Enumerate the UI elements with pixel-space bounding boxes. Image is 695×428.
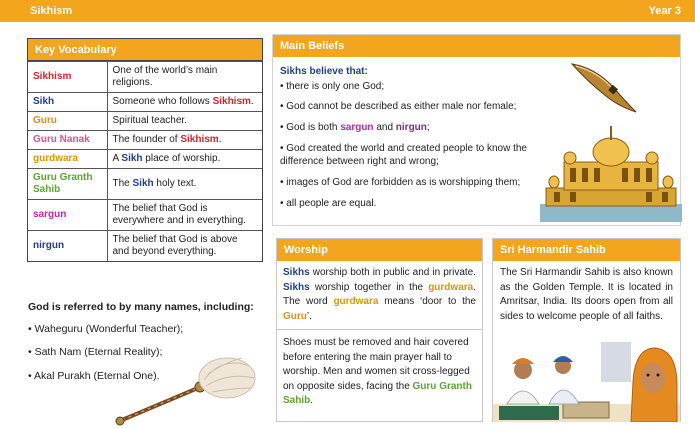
chauri-whisk-illustration [102,352,258,426]
belief-item: • there is only one God; [280,81,385,92]
vocabulary-term: Sikh [28,93,107,112]
worshippers-illustration [493,342,680,422]
vocabulary-row [28,231,262,262]
god-name-item: • Sath Nam (Eternal Reality); [28,346,163,359]
vocabulary-definition: One of the world’s main religions. [107,62,262,93]
page-title: Sikhism [30,5,73,17]
belief-item: • God is both sargun and nirgun; [280,122,430,133]
main-beliefs-title: Main Beliefs [273,35,680,57]
vocabulary-definition: Spiritual teacher. [107,112,262,131]
god-name-item: • Waheguru (Wonderful Teacher); [28,323,184,336]
top-banner [0,0,695,22]
beliefs-intro: Sikhs believe that: [280,66,368,77]
god-names-title: God is referred to by many names, including: [28,301,254,313]
vocabulary-row [28,169,262,200]
year-label: Year 3 [648,5,681,17]
vocabulary-term: Sikhism [28,62,107,93]
harmandir-title: Sri Harmandir Sahib [493,239,680,261]
belief-item: • images of God are forbidden as is worshipping them; [280,177,521,188]
chauri-hair [199,358,255,398]
kirpan-illustration [566,60,642,118]
vocabulary-definition: Someone who follows Sikhism. [107,93,262,112]
belief-item: • God cannot be described as either male nor female; [280,101,517,112]
chauri-handle [116,382,205,425]
worship-panel [276,238,483,422]
vocabulary-term: sargun [28,200,107,231]
vocabulary-table [28,61,262,261]
vocabulary-definition: The belief that God is above and beyond everything. [107,231,262,262]
vocabulary-row [28,200,262,231]
vocabulary-definition: A Sikh place of worship. [107,150,262,169]
worship-paragraph-1: Sikhs worship both in public and in private. Sikhs worship together in the gurdwara. The word gurdwara means ‘door to the Guru’. [277,261,482,330]
vocabulary-definition: The founder of Sikhism. [107,131,262,150]
vocabulary-term: nirgun [28,231,107,262]
belief-item: • all people are equal. [280,198,377,209]
vocabulary-panel [27,38,263,262]
worship-title: Worship [277,239,482,261]
worship-paragraph-2: Shoes must be removed and hair covered before entering the main prayer hall to worship. Men and women sit cross-legged on opposite sides, facing the Guru Granth Sahib. [283,337,472,406]
vocabulary-row [28,112,262,131]
golden-temple-illustration [540,118,682,222]
vocabulary-definition: The belief that God is everywhere and in everything. [107,200,262,231]
vocabulary-term: Guru Nanak [28,131,107,150]
vocabulary-row [28,131,262,150]
vocabulary-row [28,62,262,93]
vocabulary-definition: The Sikh holy text. [107,169,262,200]
vocabulary-row [28,150,262,169]
god-name-item: • Akal Purakh (Eternal One). [28,369,160,382]
vocabulary-term: Guru [28,112,107,131]
vocabulary-term: gurdwara [28,150,107,169]
belief-item: • God created the world and created people to know the difference between right and wrong; [280,143,527,167]
vocabulary-term: Guru Granth Sahib [28,169,107,200]
vocabulary-title: Key Vocabulary [28,39,262,61]
vocabulary-row [28,93,262,112]
harmandir-text: The Sri Harmandir Sahib is also known as the Golden Temple. It is located in Amritsar, India. Its doors open from all sides to welcome people of all faiths. [500,267,673,322]
